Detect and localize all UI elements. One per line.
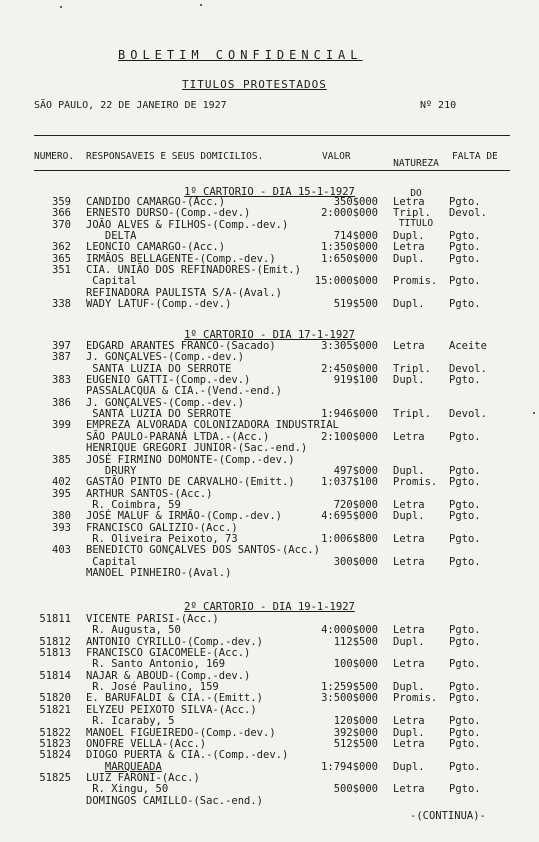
row-responsavel: GASTÃO PINTO DE CARVALHO-(Emitt.): [86, 476, 295, 489]
scan-speck: [60, 6, 62, 8]
row-value: 4:695$000: [321, 510, 378, 523]
row-number: 386: [52, 396, 71, 409]
row-reason: Pgto.: [449, 692, 481, 705]
row-value: 519$500: [333, 298, 378, 311]
row-number: 51814: [39, 669, 71, 682]
row-value: 120$000: [333, 715, 378, 728]
row-responsavel: WADY LATUF-(Comp.-dev.): [86, 298, 232, 311]
row-title-type: Promis.: [393, 275, 438, 288]
row-reason: Pgto.: [449, 498, 481, 511]
row-responsavel: R. Coimbra, 59: [92, 498, 181, 511]
row-number: 370: [52, 218, 71, 231]
row-value: 15:000$000: [314, 275, 378, 288]
row-value: 2:100$000: [321, 430, 378, 443]
row-reason: Pgto.: [449, 230, 481, 243]
bulletin-number: Nº 210: [420, 100, 457, 111]
row-value: 1:259$500: [321, 681, 378, 694]
row-responsavel: E. BARUFALDI & CIA.-(Emitt.): [86, 692, 264, 705]
row-reason: Pgto.: [449, 510, 481, 523]
row-value: 1:946$000: [321, 408, 378, 421]
row-responsavel: JOÃO ALVES & FILHOS-(Comp.-dev.): [86, 218, 289, 231]
row-number: 387: [52, 351, 71, 364]
bulletin-title: BOLETIM CONFIDENCIAL: [118, 48, 363, 62]
row-title-type: Letra: [393, 555, 425, 568]
row-value: 714$000: [333, 230, 378, 243]
row-title-type: Letra: [393, 658, 425, 671]
row-responsavel: Capital: [92, 555, 137, 568]
row-title-type: Dupl.: [393, 726, 425, 739]
row-responsavel: ONOFRE VELLA-(Acc.): [86, 737, 207, 750]
row-title-type: Letra: [393, 498, 425, 511]
row-number: 399: [52, 419, 71, 432]
row-responsavel: DIOGO PUERTA & CIA.-(Comp.-dev.): [86, 749, 289, 762]
row-title-type: Letra: [393, 624, 425, 637]
cartorio-heading: 1º CARTORIO - DIA 15-1-1927: [184, 186, 355, 198]
bulletin-subtitle: TITULOS PROTESTADOS: [182, 78, 327, 91]
row-value: 1:006$800: [321, 532, 378, 545]
row-value: 919$100: [333, 374, 378, 387]
row-responsavel: JOSÉ MALUF & IRMÃO-(Comp.-dev.): [86, 510, 282, 523]
row-responsavel: SANTA LUZIA DO SERROTE: [92, 362, 232, 375]
row-reason: Pgto.: [449, 374, 481, 387]
row-number: 383: [52, 374, 71, 387]
row-value: 300$000: [333, 555, 378, 568]
row-number: 51811: [39, 613, 71, 625]
row-reason: Pgto.: [449, 681, 481, 694]
row-responsavel: EUGENIO GATTI-(Comp.-dev.): [86, 374, 251, 387]
row-responsavel: DRURY: [104, 464, 137, 477]
col-header-responsaveis: RESPONSAVEIS E SEUS DOMICILIOS.: [86, 151, 264, 162]
row-value: 2:000$000: [321, 207, 378, 220]
row-value: 350$000: [333, 196, 378, 208]
row-number: 51825: [39, 771, 71, 784]
row-reason: Pgto.: [449, 760, 481, 773]
row-title-type: Letra: [393, 737, 425, 750]
row-responsavel: Capital: [92, 275, 137, 288]
row-value: 4:000$000: [321, 624, 378, 637]
row-responsavel: R. Icaraby, 5: [92, 715, 175, 728]
row-number: 366: [52, 207, 71, 220]
row-responsavel: MARQUEADA: [104, 760, 162, 773]
row-reason: Pgto.: [449, 464, 481, 477]
row-responsavel: R. Oliveira Peixoto, 73: [92, 532, 238, 545]
row-number: 51813: [39, 647, 71, 660]
row-title-type: Tripl.: [393, 362, 431, 375]
row-responsavel: MANOEL FIGUEIREDO-(Comp.-dev.): [86, 726, 276, 739]
row-title-type: Letra: [393, 430, 425, 443]
row-value: 1:650$000: [321, 252, 378, 265]
row-reason: Pgto.: [449, 715, 481, 728]
row-responsavel: MANOEL PINHEIRO-(Aval.): [86, 567, 232, 579]
row-number: 338: [52, 298, 71, 311]
row-reason: Pgto.: [449, 783, 481, 796]
row-title-type: Dupl.: [393, 464, 425, 477]
row-reason: Pgto.: [449, 476, 481, 489]
row-number: 351: [52, 264, 71, 277]
row-title-type: Dupl.: [393, 298, 425, 311]
row-number: 402: [52, 476, 71, 489]
row-number: 380: [52, 510, 71, 523]
row-title-type: Tripl.: [393, 408, 431, 421]
row-reason: Pgto.: [449, 555, 481, 568]
row-value: 2:450$000: [321, 362, 378, 375]
row-title-type: Tripl.: [393, 207, 431, 220]
row-responsavel: J. GONÇALVES-(Comp.-dev.): [86, 351, 245, 364]
row-responsavel: CIA. UNIÃO DOS REFINADORES-(Emit.): [86, 264, 301, 277]
row-responsavel: ANTONIO CYRILLO-(Comp.-dev.): [86, 635, 264, 648]
row-reason: Pgto.: [449, 241, 481, 254]
row-title-type: Promis.: [393, 476, 438, 489]
row-reason: Pgto.: [449, 252, 481, 265]
natureza-line-2: DO: [410, 188, 422, 199]
continua-footer: -(CONTINUA)-: [410, 810, 486, 822]
natureza-line-1: NATUREZA: [393, 158, 439, 169]
row-responsavel: FRANCISCO GIACOMELE-(Acc.): [86, 647, 251, 660]
row-title-type: Letra: [393, 196, 425, 208]
row-value: 497$000: [333, 464, 378, 477]
row-responsavel: CANDIDO CAMARGO-(Acc.): [86, 196, 226, 208]
row-responsavel: ARTHUR SANTOS-(Acc.): [86, 487, 213, 500]
row-reason: Pgto.: [449, 196, 481, 208]
row-responsavel: JOSÉ FIRMINO DOMONTE-(Comp.-dev.): [86, 453, 295, 466]
row-reason: Devol.: [449, 207, 487, 220]
row-responsavel: LUIZ FARONI-(Acc.): [86, 771, 200, 784]
row-responsavel: VICENTE PARISI-(Acc.): [86, 613, 219, 625]
row-responsavel: PASSALACQUA & CIA.-(Vend.-end.): [86, 385, 282, 398]
row-value: 3:305$000: [321, 340, 378, 352]
row-number: 403: [52, 544, 71, 557]
row-responsavel: R. Augusta, 50: [92, 624, 181, 637]
row-value: 512$500: [333, 737, 378, 750]
scan-speck: [533, 412, 535, 414]
row-responsavel: EDGARD ARANTES FRANCO-(Sacado): [86, 340, 276, 352]
cartorio-heading: 1º CARTORIO - DIA 17-1-1927: [184, 329, 355, 341]
scan-speck: [200, 4, 202, 6]
row-title-type: Letra: [393, 783, 425, 796]
row-number: 362: [52, 241, 71, 254]
row-reason: Pgto.: [449, 430, 481, 443]
row-value: 1:037$100: [321, 476, 378, 489]
row-responsavel: R. José Paulino, 159: [92, 681, 219, 694]
row-title-type: Dupl.: [393, 635, 425, 648]
row-responsavel: ERNESTO DURSO-(Comp.-dev.): [86, 207, 251, 220]
row-number: 51824: [39, 749, 71, 762]
natureza-line-3: TITULO: [398, 218, 434, 229]
row-number: 385: [52, 453, 71, 466]
row-reason: Devol.: [449, 408, 487, 421]
row-responsavel: FRANCISCO GALIZIO-(Acc.): [86, 521, 238, 534]
row-responsavel: DOMINGOS CAMILLO-(Sac.-end.): [86, 794, 264, 807]
row-title-type: Letra: [393, 340, 425, 352]
row-title-type: Promis.: [393, 692, 438, 705]
row-reason: Pgto.: [449, 532, 481, 545]
row-number: 397: [52, 340, 71, 352]
row-value: 500$000: [333, 783, 378, 796]
row-reason: Pgto.: [449, 298, 481, 311]
row-responsavel: IRMÃOS BELLAGENTE-(Comp.-dev.): [86, 252, 276, 265]
row-number: 51821: [39, 703, 71, 716]
row-title-type: Dupl.: [393, 760, 425, 773]
row-responsavel: SANTA LUZIA DO SERROTE: [92, 408, 232, 421]
row-responsavel: NAJAR & ABOUD-(Comp.-dev.): [86, 669, 251, 682]
row-number: 51812: [39, 635, 71, 648]
row-value: 1:794$000: [321, 760, 378, 773]
row-number: 51820: [39, 692, 71, 705]
cartorio-heading: 2º CARTORIO - DIA 19-1-1927: [184, 601, 355, 613]
row-number: 393: [52, 521, 71, 534]
row-reason: Aceite: [449, 340, 487, 352]
row-title-type: Dupl.: [393, 230, 425, 243]
row-number: 51823: [39, 737, 71, 750]
row-responsavel: ELYZEU PEIXOTO SILVA-(Acc.): [86, 703, 257, 716]
row-title-type: Letra: [393, 241, 425, 254]
row-title-type: Dupl.: [393, 374, 425, 387]
row-responsavel: R. Xingu, 50: [92, 783, 169, 796]
row-reason: Pgto.: [449, 726, 481, 739]
row-value: 112$500: [333, 635, 378, 648]
col-header-falta: FALTA DE: [452, 151, 498, 162]
row-number: 365: [52, 252, 71, 265]
row-title-type: Dupl.: [393, 681, 425, 694]
row-reason: Pgto.: [449, 275, 481, 288]
row-reason: Pgto.: [449, 635, 481, 648]
row-responsavel: J. GONÇALVES-(Comp.-dev.): [86, 396, 245, 409]
row-responsavel: EMPREZA ALVORADA COLONIZADORA INDUSTRIAL: [86, 419, 339, 432]
row-number: 359: [52, 196, 71, 208]
row-responsavel: BENEDICTO GONÇALVES DOS SANTOS-(Acc.): [86, 544, 320, 557]
col-header-valor: VALOR: [322, 151, 351, 162]
row-value: 100$000: [333, 658, 378, 671]
row-reason: Pgto.: [449, 737, 481, 750]
row-title-type: Dupl.: [393, 510, 425, 523]
row-responsavel: R. Santo Antonio, 169: [92, 658, 226, 671]
row-title-type: Dupl.: [393, 252, 425, 265]
row-title-type: Letra: [393, 715, 425, 728]
row-reason: Pgto.: [449, 624, 481, 637]
row-title-type: Letra: [393, 532, 425, 545]
row-reason: Devol.: [449, 362, 487, 375]
row-value: 720$000: [333, 498, 378, 511]
row-value: 1:350$000: [321, 241, 378, 254]
row-responsavel: REFINADORA PAULISTA S/A-(Aval.): [86, 286, 282, 299]
dateline: SÃO PAULO, 22 DE JANEIRO DE 1927: [34, 100, 227, 111]
row-responsavel: DELTA: [104, 230, 137, 243]
row-responsavel: SÃO PAULO-PARANÁ LTDA.-(Acc.): [86, 430, 270, 443]
col-header-numero: NUMERO.: [34, 151, 75, 162]
row-responsavel: HENRIQUE GREGORI JUNIOR-(Sac.-end.): [86, 442, 308, 455]
row-value: 392$000: [333, 726, 378, 739]
row-value: 3:500$000: [321, 692, 378, 705]
row-number: 51822: [39, 726, 71, 739]
row-reason: Pgto.: [449, 658, 481, 671]
row-number: 395: [52, 487, 71, 500]
row-responsavel: LEONCIO CAMARGO-(Acc.): [86, 241, 226, 254]
